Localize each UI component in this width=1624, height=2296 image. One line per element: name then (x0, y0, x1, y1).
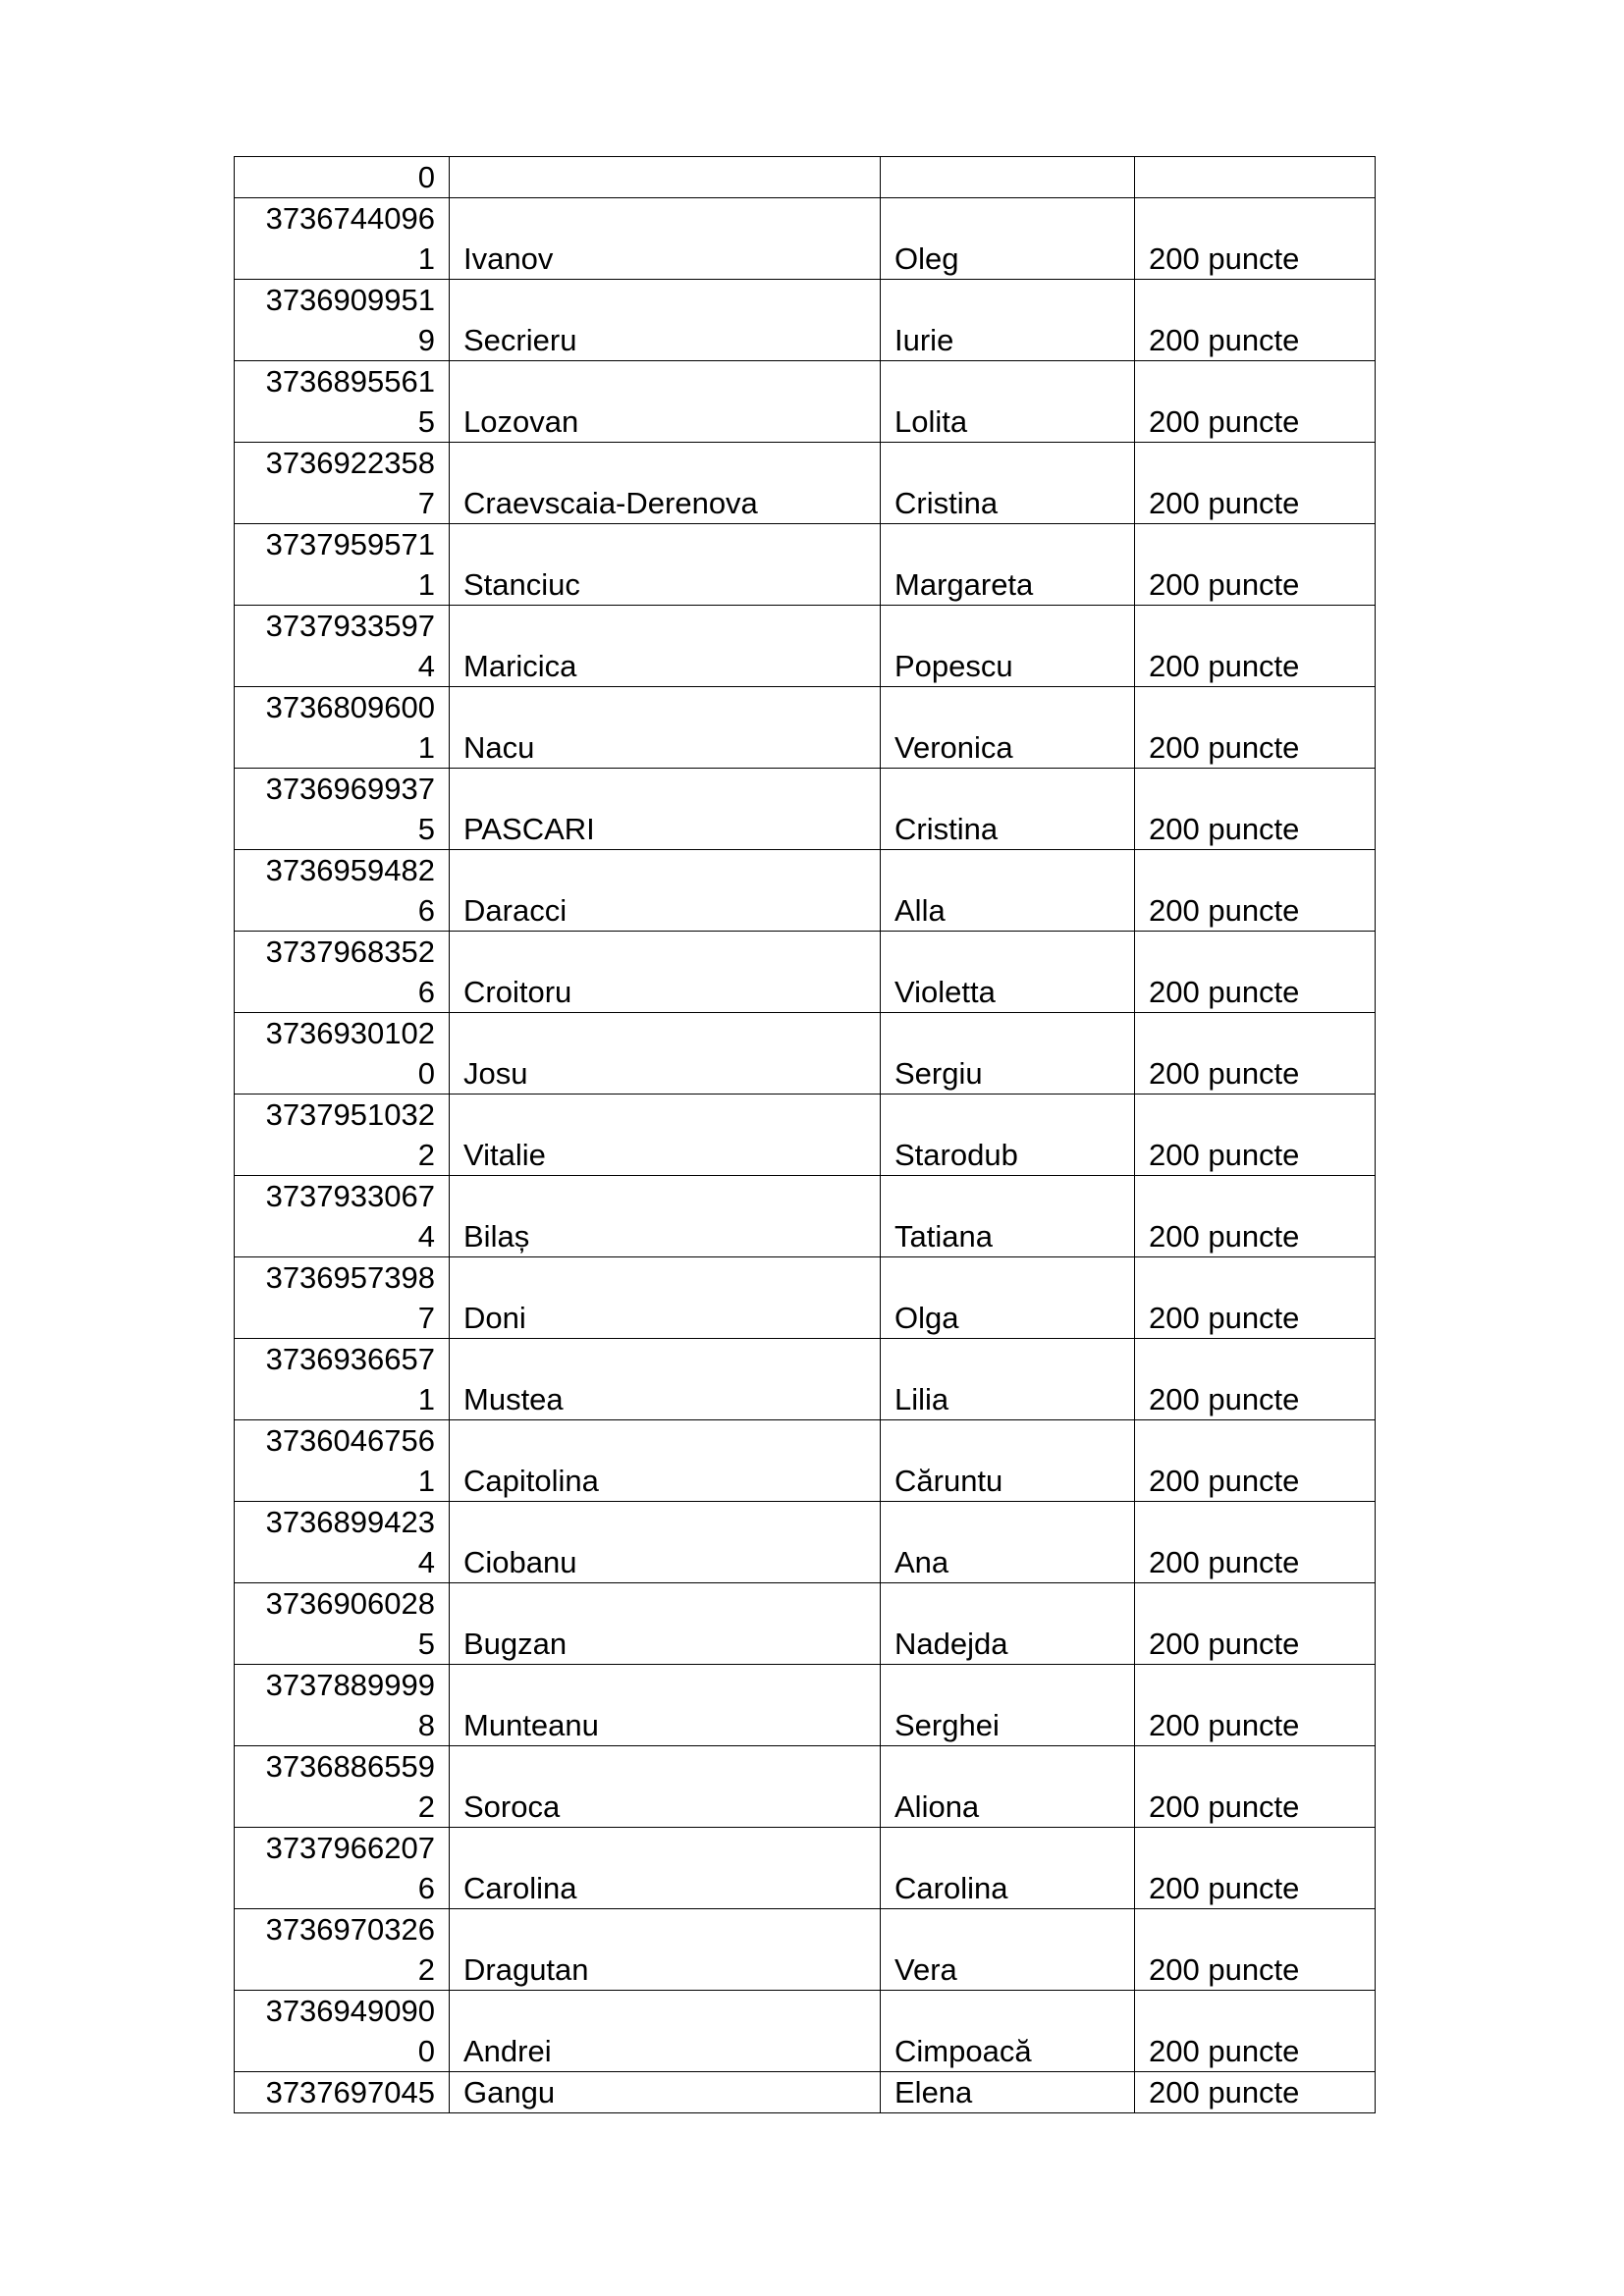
phone-cell (235, 606, 450, 687)
first-name-cell: Elena (881, 2072, 1135, 2113)
points-cell: 200 puncte (1135, 1665, 1376, 1746)
first-name-cell: Alla (881, 850, 1135, 932)
last-name-cell: Croitoru (450, 932, 881, 1013)
phone-number-part: 1 (417, 1464, 435, 1498)
last-name-cell: Stanciuc (450, 524, 881, 606)
first-name-cell: Cristina (881, 769, 1135, 850)
phone-number-part: 3736969937 (265, 772, 435, 806)
phone-number-part: 3736744096 (265, 201, 435, 236)
first-name-cell: Cristina (881, 443, 1135, 524)
last-name-cell: Bugzan (450, 1583, 881, 1665)
table-row (235, 1746, 1376, 1828)
phone-cell (235, 1746, 450, 1828)
points-cell: 200 puncte (1135, 524, 1376, 606)
phone-cell (235, 2072, 450, 2113)
first-name-cell: Margareta (881, 524, 1135, 606)
points-cell: 200 puncte (1135, 1095, 1376, 1176)
phone-number-part: 6 (417, 975, 435, 1009)
table-row (235, 1909, 1376, 1991)
points-cell: 200 puncte (1135, 1339, 1376, 1420)
points-cell: 200 puncte (1135, 1176, 1376, 1257)
last-name-cell: Carolina (450, 1828, 881, 1909)
phone-number-part: 3736949090 (265, 1994, 435, 2028)
points-cell: 200 puncte (1135, 280, 1376, 361)
table-row (235, 932, 1376, 1013)
last-name-cell: Dragutan (450, 1909, 881, 1991)
phone-number-part: 3736909951 (265, 283, 435, 317)
phone-cell (235, 1583, 450, 1665)
phone-number-part: 6 (417, 1871, 435, 1905)
phone-cell (235, 280, 450, 361)
phone-cell (235, 157, 450, 198)
table-row (235, 1095, 1376, 1176)
table-row (235, 1257, 1376, 1339)
table-row (235, 606, 1376, 687)
last-name-cell: Gangu (450, 2072, 881, 2113)
first-name-cell: Serghei (881, 1665, 1135, 1746)
last-name-cell: Daracci (450, 850, 881, 932)
table-row (235, 687, 1376, 769)
phone-cell (235, 1013, 450, 1095)
phone-number-part: 4 (417, 649, 435, 683)
first-name-cell: Veronica (881, 687, 1135, 769)
phone-number-part: 3737697045 (265, 2075, 435, 2109)
phone-number-part: 0 (417, 160, 435, 194)
phone-number-part: 4 (417, 1219, 435, 1254)
phone-number-part: 5 (417, 404, 435, 439)
table-row (235, 157, 1376, 198)
points-cell: 200 puncte (1135, 769, 1376, 850)
first-name-cell (881, 157, 1135, 198)
points-cell: 200 puncte (1135, 1257, 1376, 1339)
phone-number-part: 8 (417, 1708, 435, 1742)
table-row (235, 1583, 1376, 1665)
last-name-cell: Secrieru (450, 280, 881, 361)
table-row (235, 1176, 1376, 1257)
phone-cell (235, 1665, 450, 1746)
table-row (235, 198, 1376, 280)
first-name-cell: Lilia (881, 1339, 1135, 1420)
phone-cell (235, 524, 450, 606)
points-cell: 200 puncte (1135, 1909, 1376, 1991)
first-name-cell: Aliona (881, 1746, 1135, 1828)
last-name-cell: Lozovan (450, 361, 881, 443)
phone-number-part: 3737889999 (265, 1668, 435, 1702)
phone-number-part: 3737968352 (265, 934, 435, 969)
phone-number-part: 2 (417, 1789, 435, 1824)
first-name-cell: Olga (881, 1257, 1135, 1339)
table-row (235, 2072, 1376, 2113)
table-row (235, 443, 1376, 524)
table-row (235, 524, 1376, 606)
points-cell: 200 puncte (1135, 1420, 1376, 1502)
last-name-cell: Munteanu (450, 1665, 881, 1746)
first-name-cell: Iurie (881, 280, 1135, 361)
points-cell: 200 puncte (1135, 606, 1376, 687)
phone-number-part: 6 (417, 893, 435, 928)
phone-number-part: 4 (417, 1545, 435, 1579)
first-name-cell: Popescu (881, 606, 1135, 687)
first-name-cell: Starodub (881, 1095, 1135, 1176)
table-row (235, 769, 1376, 850)
phone-number-part: 3736895561 (265, 364, 435, 399)
phone-number-part: 1 (417, 730, 435, 765)
points-cell: 200 puncte (1135, 1828, 1376, 1909)
table-row (235, 850, 1376, 932)
phone-cell (235, 1339, 450, 1420)
first-name-cell: Nadejda (881, 1583, 1135, 1665)
first-name-cell: Ana (881, 1502, 1135, 1583)
phone-cell (235, 769, 450, 850)
phone-number-part: 3736970326 (265, 1912, 435, 1947)
points-cell: 200 puncte (1135, 1502, 1376, 1583)
last-name-cell: Ciobanu (450, 1502, 881, 1583)
phone-cell (235, 687, 450, 769)
points-cell: 200 puncte (1135, 932, 1376, 1013)
phone-number-part: 3736906028 (265, 1586, 435, 1621)
phone-number-part: 3737933597 (265, 609, 435, 643)
first-name-cell: Lolita (881, 361, 1135, 443)
first-name-cell: Căruntu (881, 1420, 1135, 1502)
phone-number-part: 5 (417, 812, 435, 846)
winners-table-body (235, 157, 1376, 2113)
last-name-cell: Doni (450, 1257, 881, 1339)
last-name-cell: Soroca (450, 1746, 881, 1828)
phone-cell (235, 443, 450, 524)
phone-cell (235, 1095, 450, 1176)
points-cell: 200 puncte (1135, 850, 1376, 932)
first-name-cell: Violetta (881, 932, 1135, 1013)
phone-cell (235, 198, 450, 280)
phone-number-part: 3736930102 (265, 1016, 435, 1050)
phone-number-part: 2 (417, 1138, 435, 1172)
phone-number-part: 0 (417, 1056, 435, 1091)
phone-cell (235, 850, 450, 932)
phone-number-part: 3736957398 (265, 1260, 435, 1295)
first-name-cell: Oleg (881, 198, 1135, 280)
points-cell: 200 puncte (1135, 361, 1376, 443)
first-name-cell: Carolina (881, 1828, 1135, 1909)
last-name-cell: Josu (450, 1013, 881, 1095)
phone-cell (235, 361, 450, 443)
phone-number-part: 3736922358 (265, 446, 435, 480)
phone-number-part: 3736809600 (265, 690, 435, 724)
points-cell: 200 puncte (1135, 1583, 1376, 1665)
points-cell: 200 puncte (1135, 1013, 1376, 1095)
phone-cell (235, 932, 450, 1013)
phone-cell (235, 1909, 450, 1991)
winners-table (234, 156, 1376, 2113)
last-name-cell: Vitalie (450, 1095, 881, 1176)
first-name-cell: Sergiu (881, 1013, 1135, 1095)
table-row (235, 1665, 1376, 1746)
table-row (235, 1339, 1376, 1420)
first-name-cell: Vera (881, 1909, 1135, 1991)
phone-cell (235, 1257, 450, 1339)
points-cell: 200 puncte (1135, 198, 1376, 280)
points-cell (1135, 157, 1376, 198)
phone-number-part: 0 (417, 2034, 435, 2068)
table-row (235, 1013, 1376, 1095)
phone-cell (235, 1502, 450, 1583)
points-cell: 200 puncte (1135, 2072, 1376, 2113)
phone-number-part: 1 (417, 1382, 435, 1416)
table-row (235, 361, 1376, 443)
last-name-cell: Ivanov (450, 198, 881, 280)
phone-number-part: 1 (417, 567, 435, 602)
last-name-cell: Capitolina (450, 1420, 881, 1502)
phone-number-part: 5 (417, 1627, 435, 1661)
last-name-cell: Craevscaia-Derenova (450, 443, 881, 524)
phone-number-part: 3737933067 (265, 1179, 435, 1213)
phone-number-part: 7 (417, 486, 435, 520)
points-cell: 200 puncte (1135, 443, 1376, 524)
table-row (235, 1420, 1376, 1502)
last-name-cell: Nacu (450, 687, 881, 769)
phone-number-part: 3737959571 (265, 527, 435, 561)
phone-cell (235, 1828, 450, 1909)
points-cell: 200 puncte (1135, 1991, 1376, 2072)
phone-number-part: 3736959482 (265, 853, 435, 887)
phone-number-part: 3736899423 (265, 1505, 435, 1539)
table-row (235, 280, 1376, 361)
first-name-cell: Cimpoacă (881, 1991, 1135, 2072)
phone-number-part: 3736936657 (265, 1342, 435, 1376)
phone-number-part: 3737966207 (265, 1831, 435, 1865)
table-row (235, 1502, 1376, 1583)
phone-number-part: 3737951032 (265, 1097, 435, 1132)
last-name-cell: Maricica (450, 606, 881, 687)
last-name-cell: Mustea (450, 1339, 881, 1420)
phone-number-part: 7 (417, 1301, 435, 1335)
phone-number-part: 9 (417, 323, 435, 357)
last-name-cell: Bilaș (450, 1176, 881, 1257)
phone-cell (235, 1991, 450, 2072)
last-name-cell: Andrei (450, 1991, 881, 2072)
points-cell: 200 puncte (1135, 687, 1376, 769)
table-row (235, 1991, 1376, 2072)
phone-number-part: 3736046756 (265, 1423, 435, 1458)
phone-cell (235, 1176, 450, 1257)
last-name-cell: PASCARI (450, 769, 881, 850)
last-name-cell (450, 157, 881, 198)
first-name-cell: Tatiana (881, 1176, 1135, 1257)
points-cell: 200 puncte (1135, 1746, 1376, 1828)
phone-number-part: 1 (417, 241, 435, 276)
table-row (235, 1828, 1376, 1909)
phone-number-part: 2 (417, 1952, 435, 1987)
phone-cell (235, 1420, 450, 1502)
phone-number-part: 3736886559 (265, 1749, 435, 1784)
